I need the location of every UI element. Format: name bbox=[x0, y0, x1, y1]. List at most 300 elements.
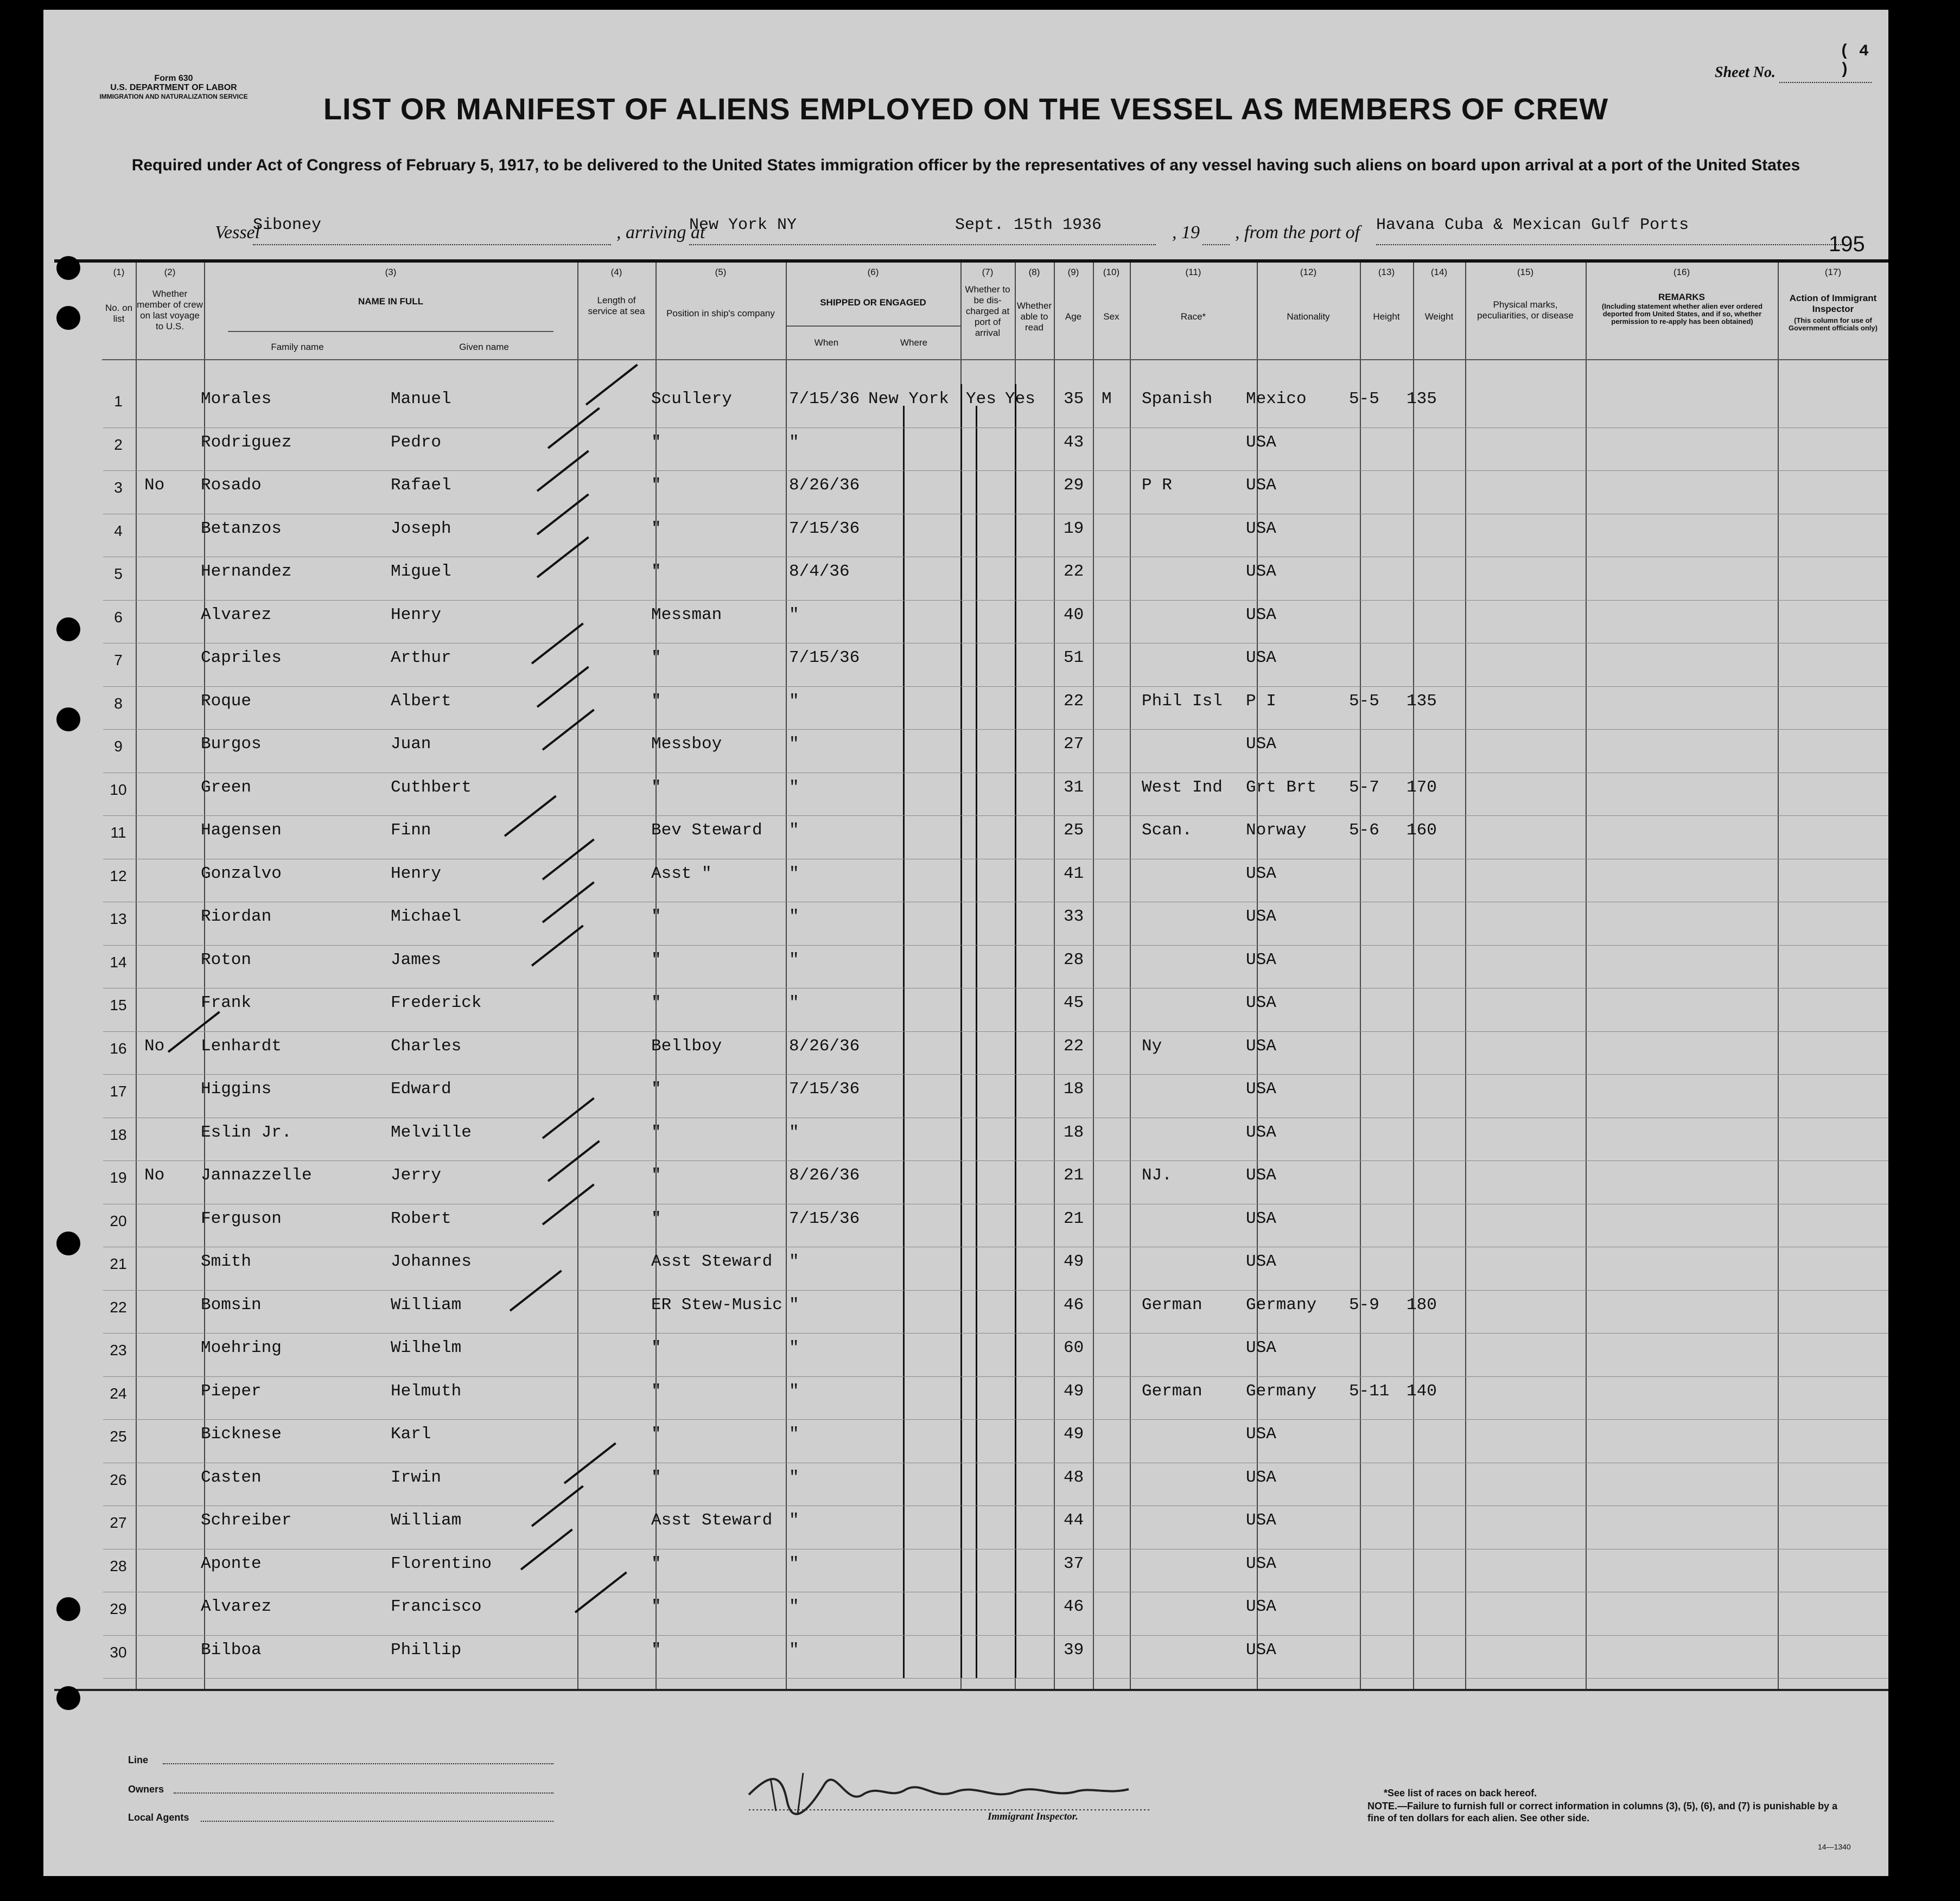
cell-race: NJ. bbox=[1142, 1166, 1172, 1185]
name-rule bbox=[228, 331, 553, 332]
row-rule bbox=[103, 1419, 1888, 1420]
cell-position: " bbox=[651, 562, 661, 581]
cell-given: Miguel bbox=[391, 562, 451, 581]
c8-number: (8) bbox=[1028, 267, 1040, 277]
column-divider bbox=[903, 406, 905, 1679]
row-number: 28 bbox=[110, 1557, 127, 1574]
cell-age: 22 bbox=[1064, 562, 1084, 581]
row-number: 26 bbox=[110, 1471, 127, 1488]
cell-position: Bev Steward bbox=[651, 821, 762, 840]
immigrant-inspector-label: Immigrant Inspector. bbox=[988, 1811, 1078, 1822]
cell-family: Lenhardt bbox=[201, 1036, 282, 1056]
cell-race: Spanish bbox=[1142, 390, 1213, 409]
arrival-port: New York NY bbox=[689, 216, 797, 234]
cell-age: 18 bbox=[1064, 1122, 1084, 1142]
column-divider bbox=[1778, 263, 1779, 1689]
from-port-label: , from the port of bbox=[1235, 222, 1360, 243]
cell-family: Frank bbox=[201, 993, 252, 1012]
cell-race: Phil Isl bbox=[1142, 691, 1223, 711]
cell-nat: USA bbox=[1246, 1166, 1276, 1185]
cell-position: Scullery bbox=[651, 390, 732, 409]
vessel-label: Vessel bbox=[215, 222, 260, 243]
vessel-blank bbox=[253, 244, 611, 245]
row-rule bbox=[103, 470, 1888, 471]
arriving-label: , arriving at bbox=[616, 222, 705, 243]
cell-family: Bicknese bbox=[201, 1425, 282, 1444]
punch-hole bbox=[56, 617, 80, 641]
cell-height: 5-6 bbox=[1349, 821, 1379, 840]
cell-age: 45 bbox=[1064, 993, 1084, 1012]
cell-age: 22 bbox=[1064, 1036, 1084, 1056]
cell-age: 37 bbox=[1064, 1554, 1084, 1573]
port-blank bbox=[1376, 244, 1843, 245]
row-number: 24 bbox=[110, 1385, 127, 1402]
cell-family: Alvarez bbox=[201, 1597, 272, 1616]
cell-position: " bbox=[651, 1338, 661, 1357]
cell-when: " bbox=[789, 1640, 799, 1660]
cell-given: Johannes bbox=[391, 1252, 472, 1271]
cell-given: Pedro bbox=[391, 432, 442, 452]
cell-age: 51 bbox=[1064, 648, 1084, 667]
cell-given: Arthur bbox=[391, 648, 451, 667]
column-divider bbox=[136, 263, 137, 1689]
col-position: Position in ship's company bbox=[666, 308, 775, 318]
col-able-to-read: Whether able to read bbox=[1016, 301, 1052, 333]
row-number: 20 bbox=[110, 1212, 127, 1229]
cell-given: Edward bbox=[391, 1080, 451, 1099]
cell-position: " bbox=[651, 777, 661, 797]
cell-family: Roque bbox=[201, 691, 252, 711]
row-number: 21 bbox=[110, 1255, 127, 1272]
col-no-on-list: No. on list bbox=[105, 303, 133, 324]
cell-height: 5-7 bbox=[1349, 777, 1379, 797]
cell-race: Scan. bbox=[1142, 821, 1193, 840]
col-nationality: Nationality bbox=[1287, 311, 1330, 322]
cell-when: " bbox=[789, 950, 799, 969]
cell-given: Joseph bbox=[391, 519, 451, 538]
cell-prev: No bbox=[144, 1036, 165, 1056]
c9-number: (9) bbox=[1067, 267, 1079, 277]
cell-weight: 180 bbox=[1407, 1295, 1437, 1315]
cell-position: Bellboy bbox=[651, 1036, 722, 1056]
cell-family: Rosado bbox=[201, 476, 262, 495]
cell-height: 5-5 bbox=[1349, 390, 1379, 409]
cell-family: Betanzos bbox=[201, 519, 282, 538]
punch-hole bbox=[56, 306, 80, 330]
cell-nat: USA bbox=[1246, 605, 1276, 624]
cell-age: 31 bbox=[1064, 777, 1084, 797]
cell-nat: Germany bbox=[1246, 1381, 1317, 1401]
cell-position: " bbox=[651, 950, 661, 969]
cell-when: " bbox=[789, 1554, 799, 1573]
cell-age: 21 bbox=[1064, 1209, 1084, 1228]
cell-given: Robert bbox=[391, 1209, 451, 1228]
page-subtitle: Required under Act of Congress of February 5, 1917, to be delivered to the United States immigration officer by the representatives of any vessel having such aliens on board upon arrival at a port of the United States bbox=[131, 156, 1800, 174]
cell-weight: 135 bbox=[1407, 390, 1437, 409]
cell-given: Irwin bbox=[391, 1468, 442, 1487]
cell-nat: USA bbox=[1246, 476, 1276, 495]
cell-position: " bbox=[651, 476, 661, 495]
cell-when: " bbox=[789, 1468, 799, 1487]
cell-position: " bbox=[651, 993, 661, 1012]
cell-position: " bbox=[651, 907, 661, 926]
c7-number: (7) bbox=[982, 267, 994, 277]
cell-when: 7/15/36 bbox=[789, 1209, 860, 1228]
cell-when: " bbox=[789, 821, 799, 840]
cell-position: " bbox=[651, 1122, 661, 1142]
cell-age: 25 bbox=[1064, 821, 1084, 840]
cell-height: 5-5 bbox=[1349, 691, 1379, 711]
cell-when: " bbox=[789, 1295, 799, 1315]
row-number: 19 bbox=[110, 1169, 127, 1186]
cell-age: 48 bbox=[1064, 1468, 1084, 1487]
row-number: 1 bbox=[114, 393, 123, 410]
voyage-line bbox=[215, 216, 1843, 250]
cell-height: 5-9 bbox=[1349, 1295, 1379, 1315]
cell-height: 5-11 bbox=[1349, 1381, 1390, 1401]
cell-weight: 160 bbox=[1407, 821, 1437, 840]
cell-given: Rafael bbox=[391, 476, 451, 495]
cell-nat: Norway bbox=[1246, 821, 1307, 840]
cell-position: Asst " bbox=[651, 864, 712, 883]
check-mark bbox=[537, 493, 589, 535]
cell-when: 7/15/36 bbox=[789, 390, 860, 409]
cell-read: Yes bbox=[1005, 390, 1035, 409]
cell-age: 21 bbox=[1064, 1166, 1084, 1185]
cell-position: Messman bbox=[651, 605, 722, 624]
column-divider bbox=[1413, 263, 1414, 1689]
cell-family: Roton bbox=[201, 950, 252, 969]
cell-when: " bbox=[789, 691, 799, 711]
col-remarks-note: (Including statement whether alien ever ordered deported from United States, and if so, whether permission to re-apply has been obtained) bbox=[1601, 302, 1763, 326]
c17-number: (17) bbox=[1824, 267, 1842, 277]
column-divider bbox=[1054, 263, 1055, 1689]
local-agents-label: Local Agents bbox=[128, 1812, 189, 1823]
cell-given: Henry bbox=[391, 864, 442, 883]
c2-number: (2) bbox=[164, 267, 176, 277]
check-mark bbox=[542, 838, 595, 880]
cell-family: Ferguson bbox=[201, 1209, 282, 1228]
cell-weight: 170 bbox=[1407, 777, 1437, 797]
cell-position: " bbox=[651, 1554, 661, 1573]
print-code: 14—1340 bbox=[1818, 1842, 1851, 1851]
table-top-rule bbox=[54, 259, 1888, 263]
column-divider bbox=[577, 263, 578, 1689]
cell-given: Frederick bbox=[391, 993, 482, 1012]
cell-age: 41 bbox=[1064, 864, 1084, 883]
cell-family: Smith bbox=[201, 1252, 252, 1271]
cell-when: " bbox=[789, 777, 799, 797]
cell-nat: USA bbox=[1246, 1209, 1276, 1228]
arrival-date: Sept. 15th 1936 bbox=[955, 216, 1102, 234]
col-age: Age bbox=[1065, 311, 1082, 322]
cell-given: Michael bbox=[391, 907, 462, 926]
cell-when: " bbox=[789, 1381, 799, 1401]
col-height: Height bbox=[1373, 311, 1400, 322]
cell-when: " bbox=[789, 1597, 799, 1616]
cell-nat: USA bbox=[1246, 1080, 1276, 1099]
cell-given: Manuel bbox=[391, 390, 451, 409]
row-rule bbox=[103, 1376, 1888, 1377]
check-mark bbox=[542, 709, 595, 751]
cell-nat: USA bbox=[1246, 562, 1276, 581]
vessel-name: Siboney bbox=[253, 216, 322, 234]
row-number: 16 bbox=[110, 1039, 127, 1057]
cell-weight: 140 bbox=[1407, 1381, 1437, 1401]
cell-when: " bbox=[789, 993, 799, 1012]
cell-given: Juan bbox=[391, 735, 431, 754]
cell-when: 7/15/36 bbox=[789, 648, 860, 667]
row-number: 8 bbox=[114, 694, 123, 712]
cell-nat: USA bbox=[1246, 648, 1276, 667]
col-family-name: Family name bbox=[271, 342, 324, 352]
owners-label: Owners bbox=[128, 1784, 164, 1795]
cell-when: " bbox=[789, 1252, 799, 1271]
row-number: 25 bbox=[110, 1428, 127, 1445]
owners-blank bbox=[174, 1792, 553, 1794]
cell-age: 28 bbox=[1064, 950, 1084, 969]
header-bottom-rule bbox=[102, 359, 1888, 360]
c6-number: (6) bbox=[867, 267, 879, 277]
cell-age: 18 bbox=[1064, 1080, 1084, 1099]
cell-given: Cuthbert bbox=[391, 777, 472, 797]
check-mark bbox=[531, 1485, 584, 1527]
cell-when: " bbox=[789, 1511, 799, 1530]
row-number: 22 bbox=[110, 1298, 127, 1316]
sheet-number-label: Sheet No. bbox=[1715, 64, 1776, 81]
punch-hole bbox=[56, 707, 80, 731]
cell-age: 46 bbox=[1064, 1597, 1084, 1616]
col-sex: Sex bbox=[1103, 311, 1119, 322]
row-rule bbox=[103, 1160, 1888, 1161]
cell-family: Eslin Jr. bbox=[201, 1122, 292, 1142]
service-name: IMMIGRATION AND NATURALIZATION SERVICE bbox=[99, 93, 248, 100]
row-rule bbox=[103, 1333, 1888, 1334]
cell-position: ER Stew-Music bbox=[651, 1295, 782, 1315]
arrival-blank bbox=[689, 244, 1156, 245]
form-number: Form 630 bbox=[154, 74, 193, 83]
cell-where: New York bbox=[868, 390, 949, 409]
cell-age: 35 bbox=[1064, 390, 1084, 409]
cell-race: West Ind bbox=[1142, 777, 1223, 797]
cell-family: Pieper bbox=[201, 1381, 262, 1401]
cell-nat: USA bbox=[1246, 1036, 1276, 1056]
row-number: 4 bbox=[114, 522, 123, 539]
c5-number: (5) bbox=[715, 267, 727, 277]
col-name-in-full: NAME IN FULL bbox=[358, 296, 423, 307]
cell-nat: USA bbox=[1246, 864, 1276, 883]
year-label: , 19 bbox=[1172, 222, 1200, 243]
cell-family: Morales bbox=[201, 390, 272, 409]
cell-nat: USA bbox=[1246, 1338, 1276, 1357]
cell-when: " bbox=[789, 864, 799, 883]
col-length-of-service: Length of service at sea bbox=[588, 295, 645, 316]
column-divider bbox=[1465, 263, 1466, 1689]
cell-position: " bbox=[651, 432, 661, 452]
column-divider bbox=[1586, 263, 1587, 1689]
row-rule bbox=[103, 686, 1888, 687]
column-divider bbox=[976, 406, 977, 1679]
cell-when: 7/15/36 bbox=[789, 1080, 860, 1099]
cell-nat: USA bbox=[1246, 519, 1276, 538]
cell-position: " bbox=[651, 1209, 661, 1228]
row-number: 5 bbox=[114, 565, 123, 582]
c16-number: (16) bbox=[1673, 267, 1690, 277]
cell-age: 39 bbox=[1064, 1640, 1084, 1660]
cell-when: 8/4/36 bbox=[789, 562, 850, 581]
cell-family: Jannazzelle bbox=[201, 1166, 312, 1185]
col-shipped-or-engaged: SHIPPED OR ENGAGED bbox=[820, 297, 926, 308]
cell-position: " bbox=[651, 1166, 661, 1185]
cell-age: 49 bbox=[1064, 1425, 1084, 1444]
cell-position: " bbox=[651, 1597, 661, 1616]
cell-nat: USA bbox=[1246, 1425, 1276, 1444]
cell-family: Hagensen bbox=[201, 821, 282, 840]
cell-family: Higgins bbox=[201, 1080, 272, 1099]
cell-given: Melville bbox=[391, 1122, 472, 1142]
cell-when: 8/26/36 bbox=[789, 1166, 860, 1185]
cell-position: Messboy bbox=[651, 735, 722, 754]
cell-prev: No bbox=[144, 476, 165, 495]
cell-nat: USA bbox=[1246, 735, 1276, 754]
cell-given: Phillip bbox=[391, 1640, 462, 1660]
check-mark bbox=[520, 1528, 573, 1570]
cell-when: 7/15/36 bbox=[789, 519, 860, 538]
cell-position: " bbox=[651, 1080, 661, 1099]
cell-age: 29 bbox=[1064, 476, 1084, 495]
cell-when: 8/26/36 bbox=[789, 476, 860, 495]
cell-weight: 135 bbox=[1407, 691, 1437, 711]
cell-family: Casten bbox=[201, 1468, 262, 1487]
cell-nat: USA bbox=[1246, 1554, 1276, 1573]
col-previous-voyage: Whether member of crew on last voyage to U.S. bbox=[137, 289, 203, 331]
check-mark bbox=[542, 1097, 595, 1139]
check-mark bbox=[586, 364, 638, 406]
c12-number: (12) bbox=[1300, 267, 1317, 277]
cell-nat: USA bbox=[1246, 1252, 1276, 1271]
stamp-number: 195 bbox=[1829, 232, 1865, 256]
cell-disch: Yes bbox=[966, 390, 996, 409]
cell-family: Rodriguez bbox=[201, 432, 292, 452]
row-number: 10 bbox=[110, 781, 127, 798]
cell-when: " bbox=[789, 735, 799, 754]
c13-number: (13) bbox=[1378, 267, 1395, 277]
row-number: 14 bbox=[110, 953, 127, 971]
c15-number: (15) bbox=[1517, 267, 1534, 277]
cell-age: 43 bbox=[1064, 432, 1084, 452]
cell-family: Green bbox=[201, 777, 252, 797]
cell-position: " bbox=[651, 648, 661, 667]
cell-position: " bbox=[651, 1425, 661, 1444]
row-number: 17 bbox=[110, 1083, 127, 1100]
cell-given: Karl bbox=[391, 1425, 431, 1444]
cell-position: " bbox=[651, 1640, 661, 1660]
cell-nat: USA bbox=[1246, 1468, 1276, 1487]
row-number: 23 bbox=[110, 1342, 127, 1358]
cell-age: 44 bbox=[1064, 1511, 1084, 1530]
row-rule bbox=[103, 1074, 1888, 1075]
cell-position: Asst Steward bbox=[651, 1252, 773, 1271]
row-number: 15 bbox=[110, 997, 127, 1013]
cell-given: Helmuth bbox=[391, 1381, 462, 1401]
col-physical-marks: Physical marks, peculiarities, or disease bbox=[1477, 299, 1574, 321]
cell-given: Charles bbox=[391, 1036, 462, 1056]
cell-family: Capriles bbox=[201, 648, 282, 667]
column-divider bbox=[786, 263, 787, 1689]
cell-nat: USA bbox=[1246, 1511, 1276, 1530]
cell-family: Gonzalvo bbox=[201, 864, 282, 883]
cell-position: " bbox=[651, 691, 661, 711]
cell-given: Florentino bbox=[391, 1554, 492, 1573]
check-mark bbox=[564, 1442, 616, 1484]
penalty-note: NOTE.—Failure to furnish full or correct information in columns (3), (5), (6), and (7) is punishable by a fine of ten dollars for each alien. See other side. bbox=[1367, 1801, 1838, 1823]
cell-age: 49 bbox=[1064, 1252, 1084, 1271]
cell-given: Wilhelm bbox=[391, 1338, 462, 1357]
col-where: Where bbox=[900, 337, 928, 348]
row-number: 12 bbox=[110, 867, 127, 884]
row-number: 27 bbox=[110, 1514, 127, 1531]
row-rule bbox=[103, 945, 1888, 946]
row-rule bbox=[103, 1031, 1888, 1032]
c14-number: (14) bbox=[1430, 267, 1448, 277]
col-given-name: Given name bbox=[459, 342, 509, 352]
cell-nat: Grt Brt bbox=[1246, 777, 1317, 797]
check-mark bbox=[510, 1270, 562, 1311]
row-rule bbox=[103, 815, 1888, 816]
cell-nat: USA bbox=[1246, 1122, 1276, 1142]
check-mark bbox=[542, 882, 595, 923]
cell-family: Aponte bbox=[201, 1554, 262, 1573]
row-rule bbox=[103, 600, 1888, 601]
cell-given: Albert bbox=[391, 691, 451, 711]
row-number: 2 bbox=[114, 436, 123, 453]
cell-family: Burgos bbox=[201, 735, 262, 754]
cell-age: 19 bbox=[1064, 519, 1084, 538]
cell-age: 49 bbox=[1064, 1381, 1084, 1401]
cell-position: " bbox=[651, 1381, 661, 1401]
cell-age: 33 bbox=[1064, 907, 1084, 926]
col-remarks: REMARKS bbox=[1658, 292, 1705, 302]
cell-family: Bilboa bbox=[201, 1640, 262, 1660]
cell-race: German bbox=[1142, 1381, 1202, 1401]
col-inspector-note: (This column for use of Government officials only) bbox=[1789, 316, 1878, 332]
row-number: 30 bbox=[110, 1643, 127, 1661]
races-note: *See list of races on back hereof. bbox=[1384, 1788, 1537, 1798]
check-mark bbox=[537, 450, 589, 492]
c11-number: (11) bbox=[1185, 267, 1201, 277]
shipped-rule bbox=[787, 326, 960, 327]
table-bottom-rule bbox=[54, 1689, 1888, 1691]
row-number: 29 bbox=[110, 1600, 127, 1617]
column-divider bbox=[1130, 263, 1131, 1689]
row-number: 9 bbox=[114, 738, 123, 755]
cell-nat: P I bbox=[1246, 691, 1276, 711]
cell-age: 40 bbox=[1064, 605, 1084, 624]
cell-given: William bbox=[391, 1295, 462, 1315]
col-race: Race* bbox=[1180, 311, 1206, 322]
check-mark bbox=[548, 1140, 600, 1182]
row-number: 11 bbox=[110, 824, 126, 841]
row-number: 3 bbox=[114, 479, 123, 496]
c10-number: (10) bbox=[1103, 267, 1120, 277]
cell-given: Henry bbox=[391, 605, 442, 624]
col-discharged: Whether to be dis-charged at port of arrival bbox=[965, 284, 1010, 338]
cell-race: Ny bbox=[1142, 1036, 1162, 1056]
cell-nat: USA bbox=[1246, 907, 1276, 926]
cell-when: " bbox=[789, 1425, 799, 1444]
inspector-signature bbox=[738, 1762, 1172, 1822]
cell-age: 22 bbox=[1064, 691, 1084, 711]
